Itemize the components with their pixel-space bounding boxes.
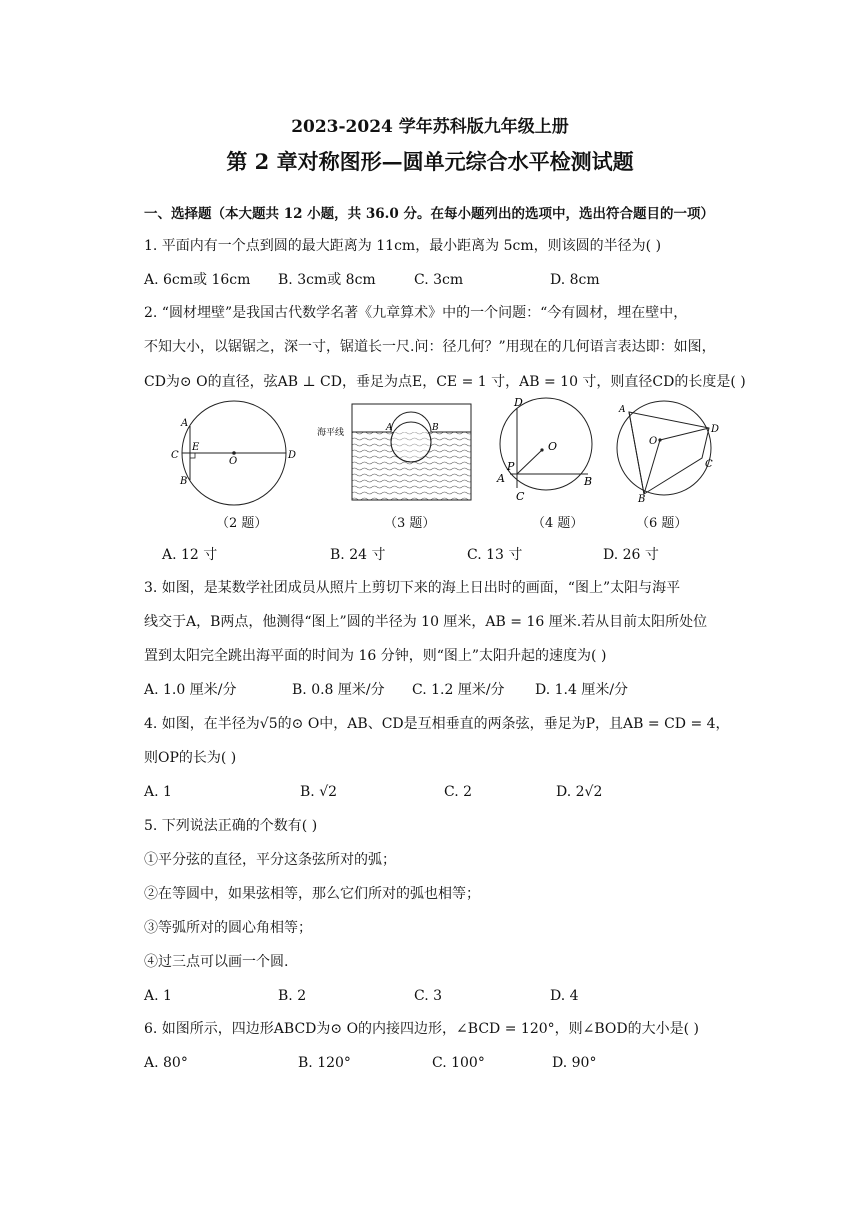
caption-q6: （6 题） bbox=[636, 516, 688, 531]
fig3-label-b: B bbox=[432, 423, 439, 433]
q6-option-d[interactable]: D. 90° bbox=[552, 1055, 597, 1071]
question-5-line-1: 5. 下列说法正确的个数有( ) bbox=[144, 818, 318, 834]
question-3-line-1: 3. 如图，是某数学社团成员从照片上剪切下来的海上日出时的画面，“图上”太阳与海平 bbox=[144, 580, 681, 596]
q4-option-a[interactable]: A. 1 bbox=[144, 784, 172, 800]
title-line-2: 第 2 章对称图形—圆单元综合水平检测试题 bbox=[226, 149, 634, 174]
q5-option-b[interactable]: B. 2 bbox=[278, 988, 307, 1004]
fig2-label-d: D bbox=[288, 450, 297, 461]
fig6-label-c: C bbox=[705, 459, 713, 470]
q4-option-b[interactable]: B. √2 bbox=[300, 784, 338, 800]
q3-option-b[interactable]: B. 0.8 厘米/分 bbox=[292, 682, 385, 698]
figure-q6 bbox=[612, 398, 722, 502]
fig4-label-a: A bbox=[497, 472, 505, 485]
q2-option-a[interactable]: A. 12 寸 bbox=[162, 547, 218, 563]
q1-option-b[interactable]: B. 3cm或 8cm bbox=[278, 272, 376, 288]
q5-option-a[interactable]: A. 1 bbox=[144, 988, 172, 1004]
q3-option-c[interactable]: C. 1.2 厘米/分 bbox=[412, 682, 505, 698]
q5-option-c[interactable]: C. 3 bbox=[414, 988, 443, 1004]
question-5-statement-2: ②在等圆中，如果弦相等，那么它们所对的弧也相等； bbox=[144, 886, 480, 902]
q1-option-d[interactable]: D. 8cm bbox=[550, 272, 600, 288]
fig6-label-o: O bbox=[649, 436, 658, 447]
question-4-line-2: 则OP的长为( ) bbox=[144, 750, 237, 766]
q5-option-d[interactable]: D. 4 bbox=[550, 988, 579, 1004]
fig2-label-e: E bbox=[192, 442, 200, 453]
fig2-label-o: O bbox=[229, 456, 238, 467]
question-2-line-2: 不知大小，以锯锯之，深一寸，锯道长一尺.问：径几何？”用现在的几何语言表达即：如图， bbox=[144, 339, 716, 355]
q6-option-b[interactable]: B. 120° bbox=[298, 1055, 351, 1071]
question-5-statement-3: ③等弧所对的圆心角相等； bbox=[144, 920, 312, 936]
fig2-label-b: B bbox=[180, 476, 188, 487]
q6-option-a[interactable]: A. 80° bbox=[144, 1055, 188, 1071]
fig4-label-b: B bbox=[584, 475, 593, 488]
q1-option-c[interactable]: C. 3cm bbox=[414, 272, 464, 288]
q3-option-d[interactable]: D. 1.4 厘米/分 bbox=[535, 682, 629, 698]
fig4-label-d: D bbox=[514, 396, 523, 409]
caption-q3: （3 题） bbox=[384, 516, 436, 531]
title-line-1: 2023-2024 学年苏科版九年级上册 bbox=[291, 117, 569, 137]
q4-option-c[interactable]: C. 2 bbox=[444, 784, 473, 800]
section-heading: 一、选择题（本大题共 12 小题，共 36.0 分。在每小题列出的选项中，选出符合题目的一项） bbox=[144, 206, 714, 222]
q1-option-a[interactable]: A. 6cm或 16cm bbox=[144, 272, 251, 288]
fig3-label-a: A bbox=[386, 423, 393, 433]
question-5-statement-4: ④过三点可以画一个圆. bbox=[144, 954, 289, 970]
fig6-label-b: B bbox=[638, 494, 646, 502]
question-6: 6. 如图所示，四边形ABCD为⊙ O的内接四边形，∠BCD = 120°，则∠BOD的大小是( ) bbox=[144, 1021, 699, 1037]
figure-q3 bbox=[312, 400, 482, 510]
fig6-label-d: D bbox=[711, 424, 720, 435]
question-3-line-3: 置到太阳完全跳出海平面的时间为 16 分钟，则“图上”太阳升起的速度为( ) bbox=[144, 648, 607, 664]
question-2-line-3: CD为⊙ O的直径，弦AB ⊥ CD，垂足为点E，CE = 1 寸，AB = 10 寸，则直径CD的长度是( ) bbox=[144, 374, 746, 390]
fig4-label-p: P bbox=[507, 460, 515, 473]
figure-q2 bbox=[168, 398, 298, 518]
question-1: 1. 平面内有一个点到圆的最大距离为 11cm，最小距离为 5cm，则该圆的半径为( ) bbox=[144, 238, 662, 254]
caption-q2: （2 题） bbox=[216, 516, 268, 531]
fig4-label-o: O bbox=[548, 440, 558, 453]
question-4-line-1: 4. 如图，在半径为√5的⊙ O中，AB、CD是互相垂直的两条弦，垂足为P，且AB = CD = 4， bbox=[144, 716, 730, 732]
question-2-line-1: 2. “圆材埋壁”是我国古代数学名著《九章算术》中的一个问题：“今有圆材，埋在壁中， bbox=[144, 305, 688, 321]
q2-option-b[interactable]: B. 24 寸 bbox=[330, 547, 386, 563]
fig2-label-c: C bbox=[171, 450, 179, 461]
question-5-statement-1: ①平分弦的直径，平分这条弦所对的弧； bbox=[144, 852, 396, 868]
caption-q4: （4 题） bbox=[532, 516, 584, 531]
fig2-label-a: A bbox=[181, 418, 189, 429]
q2-option-d[interactable]: D. 26 寸 bbox=[603, 547, 659, 563]
q6-option-c[interactable]: C. 100° bbox=[432, 1055, 485, 1071]
q3-option-a[interactable]: A. 1.0 厘米/分 bbox=[144, 682, 237, 698]
fig6-label-a: A bbox=[619, 405, 626, 415]
figure-q4 bbox=[496, 396, 606, 508]
question-3-line-2: 线交于A，B两点，他测得“图上”圆的半径为 10 厘米，AB = 16 厘米.若从目前太阳所处位 bbox=[144, 614, 708, 630]
fig3-label-sea-level: 海平线 bbox=[317, 428, 345, 438]
q4-option-d[interactable]: D. 2√2 bbox=[556, 784, 603, 800]
fig4-label-c: C bbox=[516, 490, 525, 503]
q2-option-c[interactable]: C. 13 寸 bbox=[467, 547, 523, 563]
